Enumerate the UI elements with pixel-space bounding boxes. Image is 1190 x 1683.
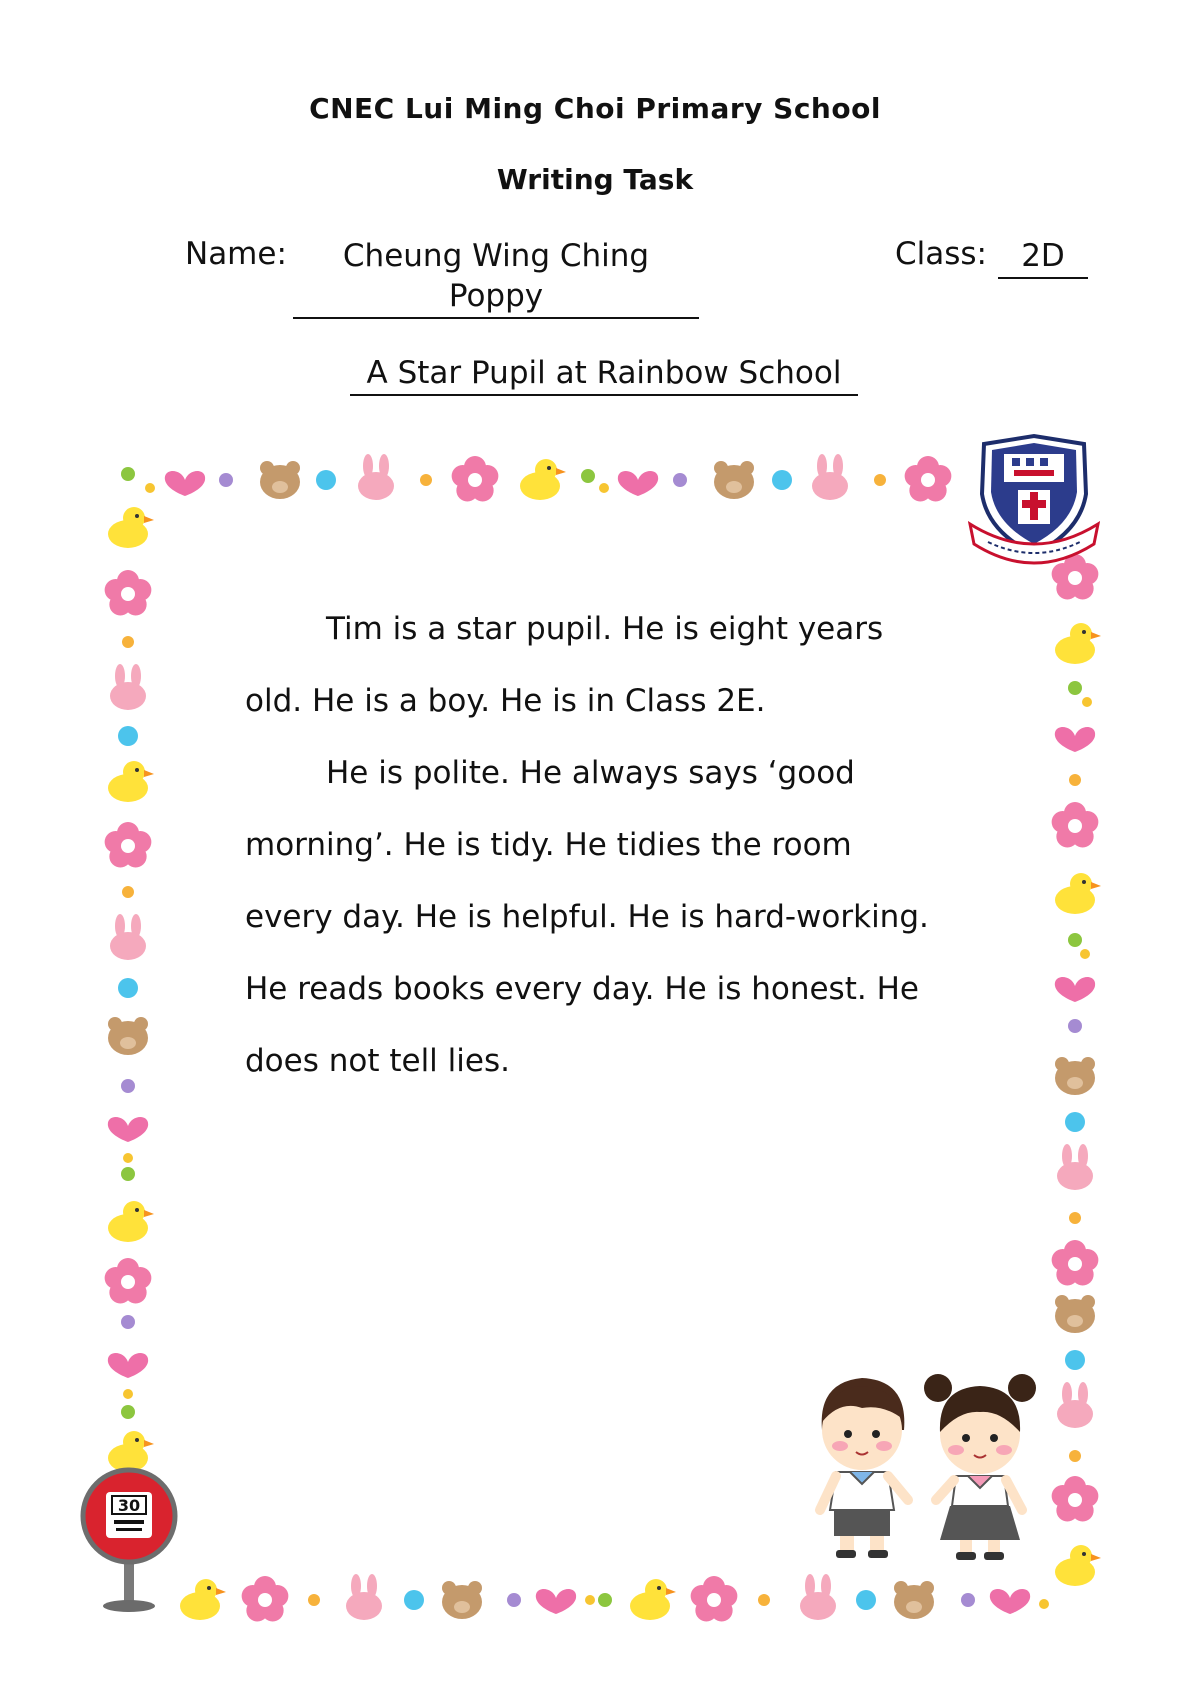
dot-icon [1065,1350,1085,1370]
dot-icon [123,1153,133,1163]
heart-icon [618,471,658,496]
name-field: Cheung Wing Ching Poppy [293,236,699,319]
dot-icon [145,483,155,493]
boy-figure [820,1378,908,1558]
dot-icon [121,467,135,481]
bear-icon [894,1581,934,1619]
essay-paragraph-1: Tim is a star pupil. He is eight years old. He is a boy. He is in Class 2E. [245,611,884,719]
dot-icon [1068,1019,1082,1033]
bunny-icon [812,454,848,500]
dot-icon [507,1593,521,1607]
duck-icon [108,761,154,802]
essay-title: A Star Pupil at Rainbow School [350,352,858,396]
flower-icon [105,1258,152,1304]
flower-icon [905,456,952,502]
duck-icon [1055,873,1101,914]
heart-icon [536,1589,576,1614]
bear-icon [714,461,754,499]
dot-icon [404,1590,424,1610]
bus-number: 30 [117,1496,141,1515]
duck-icon [180,1579,226,1620]
dot-icon [1069,774,1081,786]
bunny-icon [358,454,394,500]
heart-icon [1055,977,1095,1002]
bunny-icon [800,1574,836,1620]
dot-icon [118,978,138,998]
essay-paragraph-2: He is polite. He always says ‘good morning’. He is tidy. He tidies the room every day. He is helpful. He is hard-working. He reads books every day. He is honest. He does not tell lies. [245,755,929,1079]
bunny-icon [110,664,146,710]
heart-icon [165,471,205,496]
dot-icon [585,1595,595,1605]
school-name: CNEC Lui Ming Choi Primary School [309,92,881,125]
flower-icon [1052,1476,1099,1522]
bunny-icon [110,914,146,960]
dot-icon [673,473,687,487]
dot-icon [118,726,138,746]
dot-icon [874,474,886,486]
dot-icon [219,473,233,487]
dot-icon [308,1594,320,1606]
duck-icon [630,1579,676,1620]
flower-icon [452,456,499,502]
dot-icon [1069,1212,1081,1224]
duck-icon [520,459,566,500]
dot-icon [121,1405,135,1419]
class-label: Class: [895,236,988,272]
bunny-icon [346,1574,382,1620]
dot-icon [316,470,336,490]
dot-icon [599,483,609,493]
flower-icon [105,570,152,616]
kids-illustration [800,1360,1050,1570]
dot-icon [1068,933,1082,947]
dot-icon [856,1590,876,1610]
heart-icon [990,1589,1030,1614]
flower-icon [1052,1240,1099,1286]
dot-icon [758,1594,770,1606]
bear-icon [108,1017,148,1055]
bear-icon [442,1581,482,1619]
dot-icon [1080,949,1090,959]
heart-icon [108,1353,148,1378]
duck-icon [108,507,154,548]
flower-icon [1052,802,1099,848]
bus-stop-sign-icon [80,1466,180,1616]
flower-icon [691,1576,738,1622]
dot-icon [1069,1450,1081,1462]
dot-icon [420,474,432,486]
name-label: Name: [185,236,287,272]
girl-figure [924,1374,1036,1560]
bear-icon [1055,1057,1095,1095]
task-title: Writing Task [496,163,694,196]
dot-icon [122,636,134,648]
flower-icon [105,822,152,868]
school-crest-icon [968,432,1100,572]
dot-icon [772,470,792,490]
duck-icon [1055,623,1101,664]
dot-icon [1082,697,1092,707]
duck-icon [108,1201,154,1242]
dot-icon [1068,681,1082,695]
heart-icon [108,1117,148,1142]
heart-icon [1055,727,1095,752]
dot-icon [122,886,134,898]
dot-icon [961,1593,975,1607]
bunny-icon [1057,1144,1093,1190]
dot-icon [581,469,595,483]
dot-icon [1065,1112,1085,1132]
dot-icon [121,1079,135,1093]
bear-icon [260,461,300,499]
class-field: 2D [998,236,1088,279]
duck-icon [1055,1545,1101,1586]
dot-icon [121,1315,135,1329]
dot-icon [1039,1599,1049,1609]
dot-icon [598,1593,612,1607]
flower-icon [242,1576,289,1622]
bear-icon [1055,1295,1095,1333]
dot-icon [121,1167,135,1181]
dot-icon [123,1389,133,1399]
bunny-icon [1057,1382,1093,1428]
